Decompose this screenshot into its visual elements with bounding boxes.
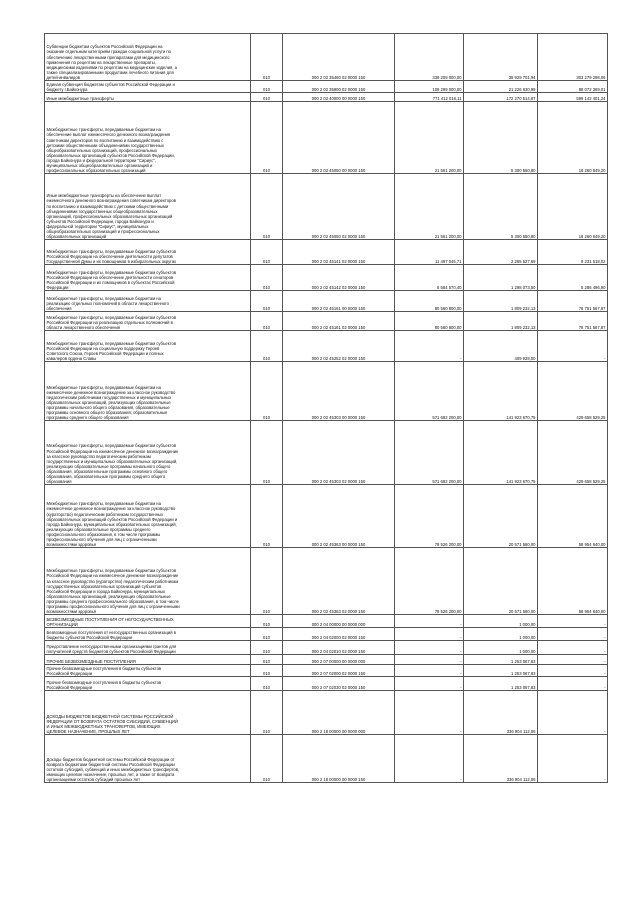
table-row: [45, 331, 608, 362]
table-row: [45, 735, 608, 783]
row-code-cell: 010: [251, 548, 283, 615]
table-row: [45, 548, 608, 615]
table-row: [45, 291, 608, 312]
row-approved-cell: -: [395, 665, 464, 677]
row-approved-cell: -: [395, 615, 464, 628]
row-code-cell: 010: [251, 265, 283, 291]
row-executed-cell: 2 265 527,69: [464, 240, 538, 265]
row-kbk-cell: 000 2 04 02010 02 0000 150: [283, 641, 395, 655]
row-remaining-cell: 58 954 640,00: [538, 548, 608, 615]
row-remaining-cell: 429 658 529,25: [538, 421, 608, 485]
row-approved-cell: 11 497 045,71: [395, 240, 464, 265]
row-name-cell: Прочие безвозмездные поступления в бюджеты субъектов Российской Федерации: [45, 665, 251, 677]
table-row: [45, 81, 608, 93]
row-remaining-cell: 78 751 567,87: [538, 291, 608, 312]
row-remaining-cell: -: [538, 331, 608, 362]
row-name-cell: БЕЗВОЗМЕЗДНЫЕ ПОСТУПЛЕНИЯ ОТ НЕГОСУДАРСТВЕННЫХ ОРГАНИЗАЦИЙ: [45, 615, 251, 628]
row-approved-cell: 79 526 200,00: [395, 485, 464, 548]
row-executed-cell: 141 923 670,75: [464, 362, 538, 421]
row-name-cell: Межбюджетные трансферты, передаваемые бюджетам субъектов Российской Федерации на ежемесячное денежное вознаграждение за классное руководство (кураторство) педагогическим работникам государственных образовательных организаций субъектов Российской Федерации и города Байконура, муниципальных образовательных организаций, реализующих образовательные программы среднего профессионального образования, в том числе программы профессионального обучения для лиц с ограниченными возможностями здоровья: [45, 548, 251, 615]
row-executed-cell: 1 000,00: [464, 628, 538, 641]
row-kbk-cell: 000 2 02 35460 02 0000 150: [283, 34, 395, 81]
row-approved-cell: 21 561 200,00: [395, 174, 464, 240]
row-executed-cell: 1 000,00: [464, 615, 538, 628]
row-code-cell: 010: [251, 81, 283, 93]
row-remaining-cell: -: [538, 655, 608, 665]
row-kbk-cell: 000 2 02 45363 02 0000 150: [283, 548, 395, 615]
row-kbk-cell: 000 2 07 02000 02 0000 150: [283, 665, 395, 677]
row-remaining-cell: 16 260 649,20: [538, 174, 608, 240]
table-row: [45, 665, 608, 677]
row-kbk-cell: 000 2 02 45142 02 0000 150: [283, 265, 395, 291]
row-approved-cell: -: [395, 735, 464, 783]
row-executed-cell: 409 928,00: [464, 331, 538, 362]
row-code-cell: 010: [251, 240, 283, 265]
revenue-table: [44, 33, 608, 783]
row-remaining-cell: 78 751 567,87: [538, 312, 608, 331]
row-executed-cell: 1 253 067,83: [464, 655, 538, 665]
row-approved-cell: 6 584 570,40: [395, 265, 464, 291]
row-remaining-cell: -: [538, 628, 608, 641]
row-remaining-cell: -: [538, 735, 608, 783]
row-code-cell: 010: [251, 362, 283, 421]
row-name-cell: Иные межбюджетные трансферты: [45, 93, 251, 102]
row-remaining-cell: 58 954 640,00: [538, 485, 608, 548]
row-executed-cell: 1 809 232,13: [464, 291, 538, 312]
row-approved-cell: -: [395, 655, 464, 665]
row-remaining-cell: -: [538, 691, 608, 735]
row-remaining-cell: -: [538, 615, 608, 628]
row-code-cell: 010: [251, 485, 283, 548]
row-kbk-cell: 000 2 07 00000 00 0000 000: [283, 655, 395, 665]
table-row: [45, 362, 608, 421]
table-row: [45, 93, 608, 102]
row-kbk-cell: 000 2 02 45161 02 0000 150: [283, 312, 395, 331]
row-name-cell: Межбюджетные трансферты, передаваемые бюджетам на обеспечение выплат ежемесячного денежного вознаграждения советникам директоров по воспитанию и взаимодействию с детскими общественными объединениями государственных общеобразовательных организаций, профессиональных образовательных организаций субъектов Российской Федерации, города Байконура и федеральной территории "Сириус", муниципальных общеобразовательных организаций и профессиональных образовательных организаций: [45, 102, 251, 174]
row-remaining-cell: -: [538, 641, 608, 655]
row-remaining-cell: 599 142 401,24: [538, 93, 608, 102]
row-code-cell: 010: [251, 331, 283, 362]
row-approved-cell: -: [395, 691, 464, 735]
row-executed-cell: 1 253 067,83: [464, 677, 538, 691]
row-kbk-cell: 000 2 04 02000 02 0000 150: [283, 628, 395, 641]
row-approved-cell: 571 682 200,00: [395, 362, 464, 421]
row-executed-cell: 1 298 073,50: [464, 265, 538, 291]
row-code-cell: 010: [251, 735, 283, 783]
table-row: [45, 677, 608, 691]
table-row: [45, 691, 608, 735]
row-kbk-cell: 000 2 02 45161 00 0000 150: [283, 291, 395, 312]
row-code-cell: 010: [251, 665, 283, 677]
row-name-cell: Субвенции бюджетам субъектов Российской Федерации на оказание отдельным категориям граждан социальной услуги по обеспечению лекарственными препаратами для медицинского применения по рецептам на лекарственные препараты, медицинскими изделиями по рецептам на медицинские изделия, а также специализированными продуктами лечебного питания для детей-инвалидов: [45, 34, 251, 81]
row-kbk-cell: 000 2 02 45303 02 0000 150: [283, 421, 395, 485]
row-kbk-cell: 000 2 18 00000 00 0000 000: [283, 691, 395, 735]
row-approved-cell: -: [395, 628, 464, 641]
row-name-cell: Межбюджетные трансферты, передаваемые бюджетам субъектов Российской Федерации на обеспечение деятельности сенаторов Российской Федерации и их помощников в субъектах Российской Федерации: [45, 265, 251, 291]
row-executed-cell: 20 571 560,00: [464, 485, 538, 548]
row-code-cell: 010: [251, 291, 283, 312]
row-code-cell: 010: [251, 174, 283, 240]
row-code-cell: 010: [251, 312, 283, 331]
table-row: [45, 615, 608, 628]
row-approved-cell: 79 526 200,00: [395, 548, 464, 615]
row-approved-cell: 80 560 800,00: [395, 312, 464, 331]
table-row: [45, 312, 608, 331]
row-approved-cell: 109 299 000,00: [395, 81, 464, 93]
row-name-cell: Межбюджетные трансферты, передаваемые бюджетам на ежемесячное денежное вознаграждение за классное руководство (кураторство) педагогическим работникам государственных образовательных организаций субъектов Российской Федерации и города Байконура, муниципальных образовательных организаций, реализующих образовательные программы среднего профессионального образования, в том числе программы профессионального обучения для лиц с ограниченными возможностями здоровья: [45, 485, 251, 548]
row-remaining-cell: -: [538, 665, 608, 677]
row-code-cell: 010: [251, 655, 283, 665]
row-executed-cell: 336 904 112,06: [464, 735, 538, 783]
row-code-cell: 010: [251, 34, 283, 81]
row-executed-cell: 5 300 550,80: [464, 174, 538, 240]
table-row: [45, 240, 608, 265]
table-row: [45, 655, 608, 665]
row-executed-cell: 21 226 630,99: [464, 81, 538, 93]
row-approved-cell: 21 561 200,00: [395, 102, 464, 174]
table-row: [45, 265, 608, 291]
row-approved-cell: -: [395, 677, 464, 691]
row-kbk-cell: 000 2 04 00000 00 0000 000: [283, 615, 395, 628]
row-remaining-cell: 16 260 649,20: [538, 102, 608, 174]
row-kbk-cell: 000 2 02 45252 02 0000 150: [283, 331, 395, 362]
row-executed-cell: 1 809 232,13: [464, 312, 538, 331]
table-row: [45, 34, 608, 81]
row-kbk-cell: 000 2 07 02030 02 0000 150: [283, 677, 395, 691]
row-approved-cell: 339 209 000,00: [395, 34, 464, 81]
row-name-cell: Межбюджетные трансферты, передаваемые бюджетам субъектов Российской Федерации на ежемесячное денежное вознаграждение за классное руководство педагогическим работникам государственных и муниципальных образовательных организаций, реализующих образовательные программы начального общего образования, образовательные программы основного общего образования, образовательные программы среднего общего образования: [45, 421, 251, 485]
row-name-cell: Безвозмездные поступления от негосударственных организаций в бюджеты субъектов Российской Федерации: [45, 628, 251, 641]
table-row: [45, 102, 608, 174]
row-executed-cell: 172 270 514,87: [464, 93, 538, 102]
row-remaining-cell: 5 286 496,90: [538, 265, 608, 291]
row-remaining-cell: 429 658 529,25: [538, 362, 608, 421]
row-name-cell: ДОХОДЫ БЮДЖЕТОВ БЮДЖЕТНОЙ СИСТЕМЫ РОССИЙСКОЙ ФЕДЕРАЦИИ ОТ ВОЗВРАТА ОСТАТКОВ СУБСИДИЙ, СУБВЕНЦИЙ И ИНЫХ МЕЖБЮДЖЕТНЫХ ТРАНСФЕРТОВ, ИМЕЮЩИХ ЦЕЛЕВОЕ НАЗНАЧЕНИЕ, ПРОШЛЫХ ЛЕТ: [45, 691, 251, 735]
table-row: [45, 641, 608, 655]
row-name-cell: ПРОЧИЕ БЕЗВОЗМЕЗДНЫЕ ПОСТУПЛЕНИЯ: [45, 655, 251, 665]
row-name-cell: Доходы бюджетов бюджетной системы Российской Федерации от возврата бюджетами бюджетной системы Российской Федерации остатков субсидий, субвенций и иных межбюджетных трансфертов, имеющих целевое назначение, прошлых лет, а также от возврата организациями остатков субсидий прошлых лет: [45, 735, 251, 783]
row-remaining-cell: 88 072 369,01: [538, 81, 608, 93]
row-name-cell: Межбюджетные трансферты, передаваемые бюджетам субъектов Российской Федерации на обеспечение деятельности депутатов Государственной Думы и их помощников в избирательных округах: [45, 240, 251, 265]
row-code-cell: 010: [251, 677, 283, 691]
row-kbk-cell: 000 2 02 45050 00 0000 150: [283, 102, 395, 174]
row-executed-cell: 5 300 550,80: [464, 102, 538, 174]
row-name-cell: Межбюджетные трансферты, передаваемые бюджетам субъектов Российской Федерации на реализацию отдельных полномочий в области лекарственного обеспечения: [45, 312, 251, 331]
row-kbk-cell: 000 2 02 45050 02 0000 150: [283, 174, 395, 240]
row-kbk-cell: 000 2 02 45363 00 0000 150: [283, 485, 395, 548]
row-name-cell: Предоставление негосударственными организациями грантов для получателей средств бюджетов субъектов Российской Федерации: [45, 641, 251, 655]
row-kbk-cell: 000 2 02 45303 00 0000 150: [283, 362, 395, 421]
table-row: [45, 174, 608, 240]
table-row: [45, 485, 608, 548]
row-remaining-cell: -: [538, 677, 608, 691]
row-kbk-cell: 000 2 18 00000 00 0000 150: [283, 735, 395, 783]
row-approved-cell: 80 560 800,00: [395, 291, 464, 312]
row-remaining-cell: 303 279 298,06: [538, 34, 608, 81]
row-name-cell: Межбюджетные трансферты, передаваемые бюджетам на ежемесячное денежное вознаграждение за классное руководство педагогическим работникам государственных и муниципальных образовательных организаций, реализующих образовательные программы начального общего образования, образовательные программы основного общего образования, образовательные программы среднего общего образования: [45, 362, 251, 421]
table-row: [45, 628, 608, 641]
row-approved-cell: 771 412 016,11: [395, 93, 464, 102]
row-code-cell: 010: [251, 628, 283, 641]
row-kbk-cell: 000 2 02 35900 02 0000 150: [283, 81, 395, 93]
row-remaining-cell: 9 231 518,02: [538, 240, 608, 265]
row-executed-cell: 141 923 670,75: [464, 421, 538, 485]
row-code-cell: 010: [251, 93, 283, 102]
row-executed-cell: 336 904 112,06: [464, 691, 538, 735]
row-name-cell: Иные межбюджетные трансферты на обеспечение выплат ежемесячного денежного вознаграждения советникам директоров по воспитанию и взаимодействию с детскими общественными объединениями государственных общеобразовательных организаций, профессиональных образовательных организаций субъектов Российской Федерации, города Байконура и федеральной территории "Сириус", муниципальных общеобразовательных организаций и профессиональных образовательных организаций: [45, 174, 251, 240]
row-kbk-cell: 000 2 02 40000 00 0000 150: [283, 93, 395, 102]
row-executed-cell: 35 929 701,94: [464, 34, 538, 81]
row-approved-cell: -: [395, 641, 464, 655]
row-approved-cell: -: [395, 331, 464, 362]
row-code-cell: 010: [251, 421, 283, 485]
row-code-cell: 010: [251, 641, 283, 655]
row-executed-cell: 20 571 560,00: [464, 548, 538, 615]
row-executed-cell: 1 000,00: [464, 641, 538, 655]
row-code-cell: 010: [251, 615, 283, 628]
row-approved-cell: 571 682 200,00: [395, 421, 464, 485]
row-name-cell: Прочие безвозмездные поступления в бюджеты субъектов Российской Федерации: [45, 677, 251, 691]
row-executed-cell: 1 253 067,83: [464, 665, 538, 677]
row-name-cell: Межбюджетные трансферты, передаваемые бюджетам субъектов Российской Федерации на социальную поддержку Героев Советского Союза, Героев Российской Федерации и полных кавалеров ордена Славы: [45, 331, 251, 362]
row-kbk-cell: 000 2 02 45141 02 0000 150: [283, 240, 395, 265]
row-code-cell: 010: [251, 691, 283, 735]
table-row: [45, 421, 608, 485]
row-code-cell: 010: [251, 102, 283, 174]
row-name-cell: Единая субвенция бюджетам субъектов Российской Федерации и бюджету г.Байконура: [45, 81, 251, 93]
row-name-cell: Межбюджетные трансферты, передаваемые бюджетам на реализацию отдельных полномочий в области лекарственного обеспечения: [45, 291, 251, 312]
